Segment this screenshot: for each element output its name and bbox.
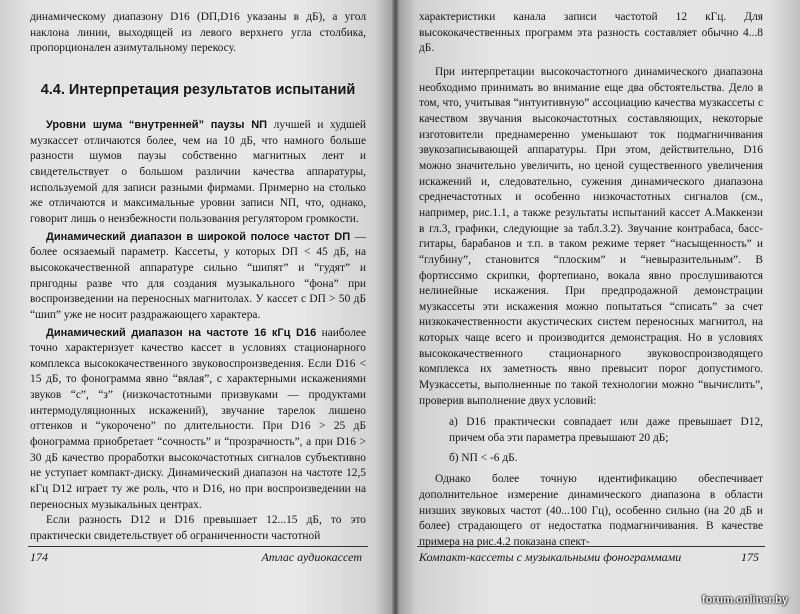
conditions-list bbox=[419, 415, 763, 466]
paragraph-interpretation: При интерпретации высокочастотного динамического диапазона необходимо принимать во внимание еще два обстоятельства. Дело в том, что, учитывая “интуитивную” ассоциацию качества музкассеты с качеством звучания высокочастотных составляющих, некоторые изготовители преднамеренно уменьшают ток подмагничивания звукозаписывающей аппаратуры. При этом, действительно, D16 можно значительно увеличить, но ценой существенного увеличения искажений и, следовательно, сужения динамического диапазона среднечастотных и особенно низкочастотных сигналов (см., например, рис.1.1, а также результаты испытаний кассет А.Маккензи в гл.3, графики, следующие за табл.3.2). Звучание контрабаса, басс-гитары, барабанов и т.п. в таком режиме теряет “насыщенность” и “глубину”, становится “плоским” и “невыразительным”. В фортиссимо скрипки, фортепиано, вокала явно прослушиваются нелинейные искажения. При предпродажной демонстрации музкассеты эти искажения можно попытаться “списать” за счет низкокачественности акустических систем переносных магнитол, на которых чаще всего и производится демонстрация. Но в условиях высококачественного стационарного звуковоспроизводящего комплекса их заметность явно превысит порог допустимого. Музкассеты, выполненные по такой технологии можно “вычислить”, проверив выполнение двух условий: bbox=[419, 65, 763, 407]
page-number: 174 bbox=[30, 550, 48, 564]
running-title: Атлас аудиокассет bbox=[261, 550, 362, 564]
paragraph-noise-levels bbox=[30, 118, 366, 228]
paragraph-continued: характеристики канала записи частотой 12 кГц. Для высококачественных программ эта разность составляет обычно 4...8 дБ. bbox=[419, 11, 763, 55]
paragraph-body: — более осязаемый параметр. Кассеты, у которых DП < 45 дБ, на высококачественной аппаратуре сильно “шипят” и “гудят” и пригодны разве что для создания музыкального “фона” при воспроизведении на переносных магнитолах. У кассет с DП > 50 дБ “шип” уже не носит раздражающего характера. bbox=[30, 230, 366, 321]
running-title: Компакт-кассеты с музыкальными фонограммами bbox=[419, 550, 682, 564]
paragraph-identification: Однако более точную идентификацию обеспечивает дополнительное измерение динамического диапазона в области низших звуковых частот (40...100 Гц), особенно сильно (на 20 дБ и более) страдающего от недостатка подмагничивания. В качестве примера на рис.4.2 показана спект- bbox=[419, 473, 763, 548]
lead-in: Динамический диапазон на частоте 16 кГц D16 bbox=[46, 326, 317, 339]
condition-b: б) NП < -6 дБ. bbox=[449, 451, 518, 464]
paragraph-continued: динамическому диапазону D16 (DП,D16 указаны в дБ), а угол наклона линии, выходящей из левого верхнего угла столбика, пропорционален азимутальному перекосу. bbox=[30, 11, 366, 55]
paragraph-body: наиболее точно характеризует качество кассет в условиях стационарного комплекса высококачественного звуковоспроизведения. Если D16 < 15 дБ, то фонограмма явно “вялая”, с характерными искажениями звуков “с”, “з” (низкочастотными призвуками — продуктами интермодуляционных искажений), звучание тарелок лишено оттенков и “укорочено” по длительности. При D16 > 25 дБ фонограмма приобретает “сочность” и “прозрачность”, а при D16 > 30 дБ качество проработки высокочастотных сигналов субъективно не уступает компакт-диску. Динамический диапазон на частоте 12,5 кГц D12 играет ту же роль, что и D16, но при воспроизведении на переносных музыкальных центрах. bbox=[30, 326, 366, 511]
left-page bbox=[0, 0, 394, 614]
right-page-text bbox=[419, 10, 763, 551]
section-heading: 4.4. Интерпретация результатов испытаний bbox=[40, 81, 356, 98]
paragraph-difference: Если разность D12 и D16 превышает 12...15 дБ, то это практически свидетельствует об ограниченности частотной bbox=[30, 514, 366, 543]
condition-a: а) D16 практически совпадает или даже превышает D12, причем оба эти параметра превышают 20 дБ; bbox=[449, 416, 763, 445]
paragraph-16khz-range bbox=[30, 326, 366, 514]
book-gutter bbox=[392, 0, 399, 614]
watermark: forum.onliner.by bbox=[701, 594, 788, 606]
paragraph-wideband-range bbox=[30, 230, 366, 324]
right-page-footer bbox=[417, 546, 765, 565]
left-page-footer bbox=[28, 546, 368, 565]
page-number: 175 bbox=[741, 550, 759, 564]
lead-in: Динамический диапазон в широкой полосе частот DП bbox=[46, 230, 351, 243]
lead-in: Уровни шума “внутренней” паузы NП bbox=[46, 118, 268, 131]
paragraph-body: лучшей и худшей музкассет отличаются более, чем на 10 дБ, что намного больше разности шумов паузы собственно магнитных лент и свидетельствует о большом различии качества аппаратуры, используемой для записи разными фирмами. Примерно на столько же отличаются и максимальные уровни записи NП, что, однако, говорит лишь о неизбежности пользования регулятором громкости. bbox=[30, 118, 366, 225]
right-page bbox=[397, 0, 800, 614]
left-page-text bbox=[30, 10, 366, 545]
